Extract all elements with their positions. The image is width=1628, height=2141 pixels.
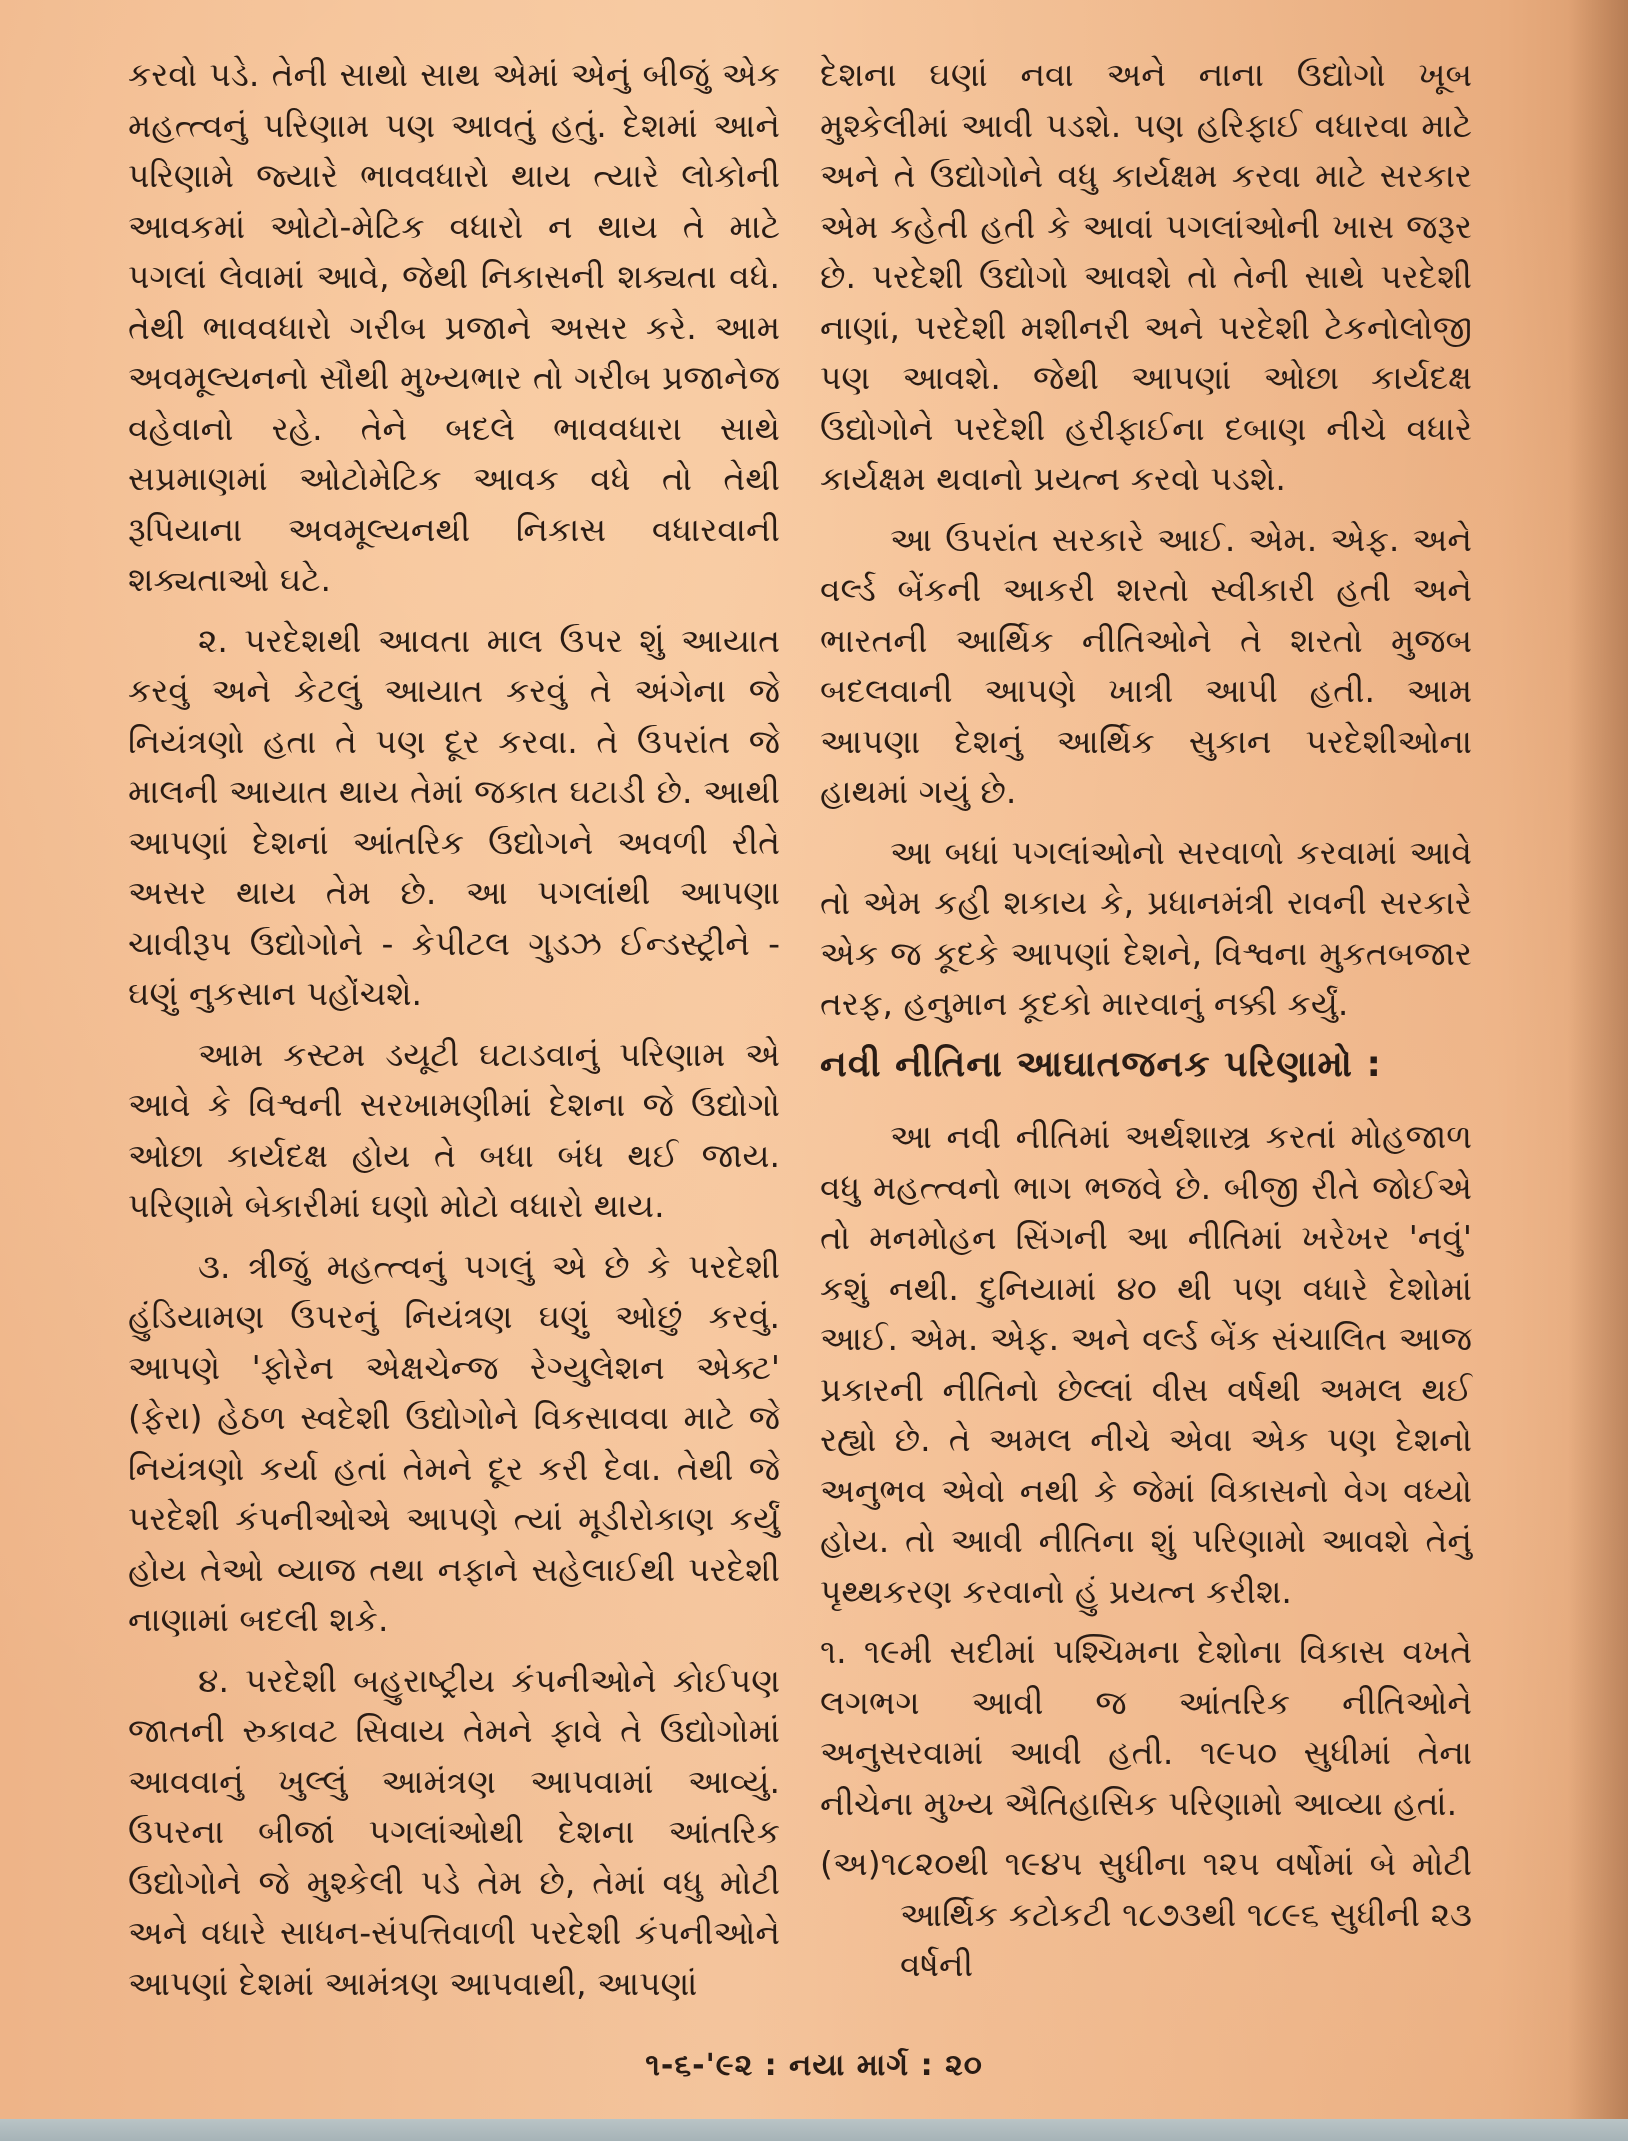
paragraph-left-4: ૩. ત્રીજું મહત્ત્વનું પગલું એ છે કે પરદેશી હુંડિયામણ ઉપરનું નિયંત્રણ ઘણું ઓછું કરવું. આપણે 'ફોરેન એક્ષચેન્જ રેગ્યુલેશન એક્ટ' (ફેરા) હેઠળ સ્વદેશી ઉદ્યોગોને વિકસાવવા માટે જે નિયંત્રણો કર્યા હતાં તેમને દૂર કરી દેવા. તેથી જે પરદેશી કંપનીઓએ આપણે ત્યાં મૂડીરોકાણ કર્યું હોય તેઓ વ્યાજ તથા નફાને સહેલાઈથી પરદેશી નાણામાં બદલી શકે. [128, 1246, 780, 1639]
list-item-a: (અ)૧૮૨૦થી ૧૯૪૫ સુધીના ૧૨૫ વર્ષોમાં બે મોટી આર્થિક કટોકટી ૧૮૭૩થી ૧૮૯૬ સુધીની ૨૩ વર્ષની [820, 1844, 1472, 1984]
page-edge-shadow [1568, 0, 1628, 2141]
scan-bottom-edge [0, 2119, 1628, 2141]
paragraph-left-1: કરવો પડે. તેની સાથો સાથ એમાં એનું બીજું એક મહત્ત્વનું પરિણામ પણ આવતું હતું. દેશમાં આને પરિણામે જ્યારે ભાવવધારો થાય ત્યારે લોકોની આવકમાં ઓટો-મેટિક વધારો ન થાય તે માટે પગલાં લેવામાં આવે, જેથી નિકાસની શક્યતા વધે. તેથી ભાવવધારો ગરીબ પ્રજાને અસર કરે. આમ અવમૂલ્યનનો સૌથી મુખ્યભાર તો ગરીબ પ્રજાનેજ વહેવાનો રહે. તેને બદલે ભાવવધારા સાથે સપ્રમાણમાં ઓટોમેટિક આવક વધે તો તેથી રૂપિયાના અવમૂલ્યનથી નિકાસ વધારવાની શક્યતાઓ ઘટે. [128, 55, 780, 599]
paragraph-left-5: ૪. પરદેશી બહુરાષ્ટ્રીય કંપનીઓને કોઈપણ જાતની રુકાવટ સિવાય તેમને ફાવે તે ઉદ્યોગોમાં આવવાનું ખુલ્લું આમંત્રણ આપવામાં આવ્યું. ઉપરના બીજાં પગલાંઓથી દેશના આંતરિક ઉદ્યોગોને જે મુશ્કેલી પડે તેમ છે, તેમાં વધુ મોટી અને વધારે સાધન-સંપત્તિવાળી પરદેશી કંપનીઓને આપણાં દેશમાં આમંત્રણ આપવાથી, આપણાં [128, 1660, 780, 2003]
paragraph-right-3: આ બધાં પગલાંઓનો સરવાળો કરવામાં આવે તો એમ કહી શકાય કે, પ્રધાનમંત્રી રાવની સરકારે એક જ કૂદકે આપણાં દેશને, વિશ્વના મુકતબજાર તરફ, હનુમાન કૂદકો મારવાનું નક્કી કર્યું. [820, 832, 1472, 1023]
right-column [820, 50, 1472, 2001]
section-heading: નવી નીતિના આઘાતજનક પરિણામો : [820, 1043, 1382, 1085]
paragraph-left-2: ૨. પરદેશથી આવતા માલ ઉપર શું આયાત કરવું અને કેટલું આયાત કરવું તે અંગેના જે નિયંત્રણો હતા તે પણ દૂર કરવા. તે ઉપરાંત જે માલની આયાત થાય તેમાં જકાત ઘટાડી છે. આથી આપણાં દેશનાં આંતરિક ઉદ્યોગને અવળી રીતે અસર થાય તેમ છે. આ પગલાંથી આપણા ચાવીરૂપ ઉદ્યોગોને - કેપીટલ ગુડઝ ઈન્ડસ્ટ્રીને - ઘણું નુકસાન પહોંચશે. [128, 620, 780, 1013]
page-footer: ૧-૬-'૯૨ : નયા માર્ગ : ૨૦ [645, 2048, 983, 2083]
paragraph-left-3: આમ કસ્ટમ ડયૂટી ઘટાડવાનું પરિણામ એ આવે કે વિશ્વની સરખામણીમાં દેશના જે ઉદ્યોગો ઓછા કાર્યદક્ષ હોય તે બધા બંધ થઈ જાય. પરિણામે બેકારીમાં ઘણો મોટો વધારો થાય. [128, 1034, 780, 1225]
paragraph-right-4: આ નવી નીતિમાં અર્થશાસ્ત્ર કરતાં મોહજાળ વધુ મહત્ત્વનો ભાગ ભજવે છે. બીજી રીતે જોઈએ તો મનમોહન સિંગની આ નીતિમાં ખરેખર 'નવું' કશું નથી. દુનિયામાં ૪૦ થી પણ વધારે દેશોમાં આઈ. એમ. એફ. અને વર્લ્ડ બેંક સંચાલિત આજ પ્રકારની નીતિનો છેલ્લાં વીસ વર્ષથી અમલ થઈ રહ્યો છે. તે અમલ નીચે એવા એક પણ દેશનો અનુભવ એવો નથી કે જેમાં વિકાસનો વેગ વધ્યો હોય. તો આવી નીતિના શું પરિણામો આવશે તેનું પૃથ્થકરણ કરવાનો હું પ્રયત્ન કરીશ. [820, 1117, 1472, 1611]
paragraph-right-5: ૧. ૧૯મી સદીમાં પશ્ચિમના દેશોના વિકાસ વખતે લગભગ આવી જ આંતરિક નીતિઓને અનુસરવામાં આવી હતી. ૧૯૫૦ સુધીમાં તેના નીચેના મુખ્ય ઐતિહાસિક પરિણામો આવ્યા હતાં. [820, 1632, 1472, 1823]
paragraph-right-2: આ ઉપરાંત સરકારે આઈ. એમ. એફ. અને વર્લ્ડ બેંકની આકરી શરતો સ્વીકારી હતી અને ભારતની આર્થિક નીતિઓને તે શરતો મુજબ બદલવાની આપણે ખાત્રી આપી હતી. આમ આપણા દેશનું આર્થિક સુકાન પરદેશીઓના હાથમાં ગયું છે. [820, 519, 1472, 811]
paragraph-right-1: દેશના ઘણાં નવા અને નાના ઉદ્યોગો ખૂબ મુશ્કેલીમાં આવી પડશે. પણ હરિફાઈ વધારવા માટે અને તે ઉદ્યોગોને વધુ કાર્યક્ષમ કરવા માટે સરકાર એમ કહેતી હતી કે આવાં પગલાંઓની ખાસ જરૂર છે. પરદેશી ઉદ્યોગો આવશે તો તેની સાથે પરદેશી નાણાં, પરદેશી મશીનરી અને પરદેશી ટેકનોલોજી પણ આવશે. જેથી આપણાં ઓછા કાર્યદક્ષ ઉદ્યોગોને પરદેશી હરીફાઈના દબાણ નીચે વધારે કાર્યક્ષમ થવાનો પ્રયત્ન કરવો પડશે. [820, 55, 1472, 498]
left-column [128, 50, 780, 2019]
